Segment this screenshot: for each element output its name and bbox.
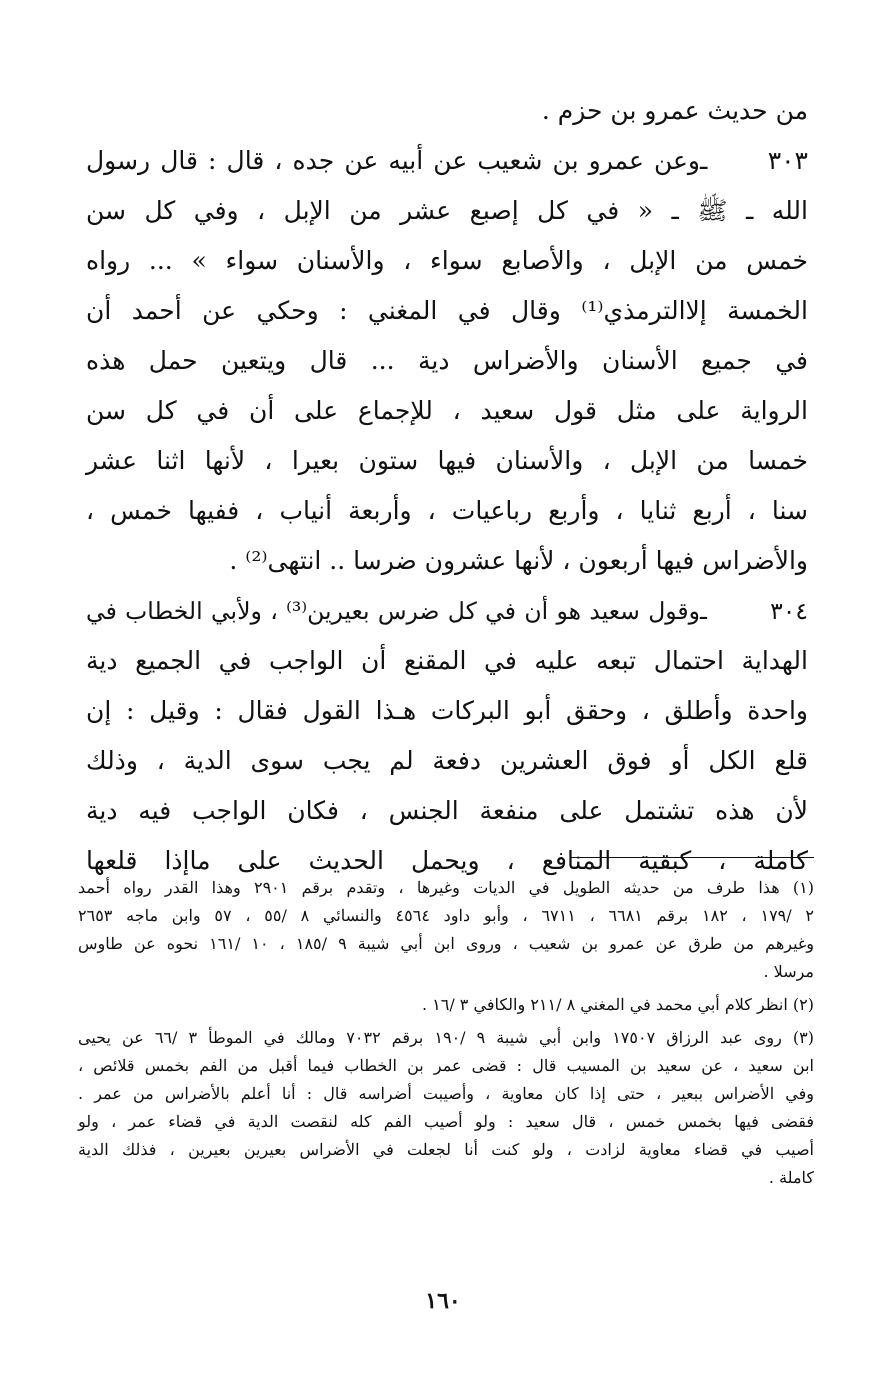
footnote-1-line: وغيرهم من طرق عن عمرو بن شعيب ، وروى ابن أبي شيبة ٩ /١٨٥ ، ١٠ /١٦١ نحوه عن طاوس <box>78 934 815 953</box>
text-line: من حديث عمرو بن حزم . <box>541 96 808 125</box>
text-line: خمس من الإبل ، والأصابع سواء ، والأسنان سواء » ... رواه <box>86 246 808 275</box>
text-line: سنا ، أربع ثنايا ، وأربع رباعيات ، وأربعة أنياب ، ففيها خمس ، <box>86 496 808 525</box>
footnote-3-line: كاملة . <box>768 1168 814 1187</box>
text-line: الهداية احتمال تبعه عليه في المقنع أن الواجب في الجميع دية <box>86 646 808 675</box>
text-line: قلع الكل أو فوق العشرين دفعة لم يجب سوى الدية ، وذلك <box>86 746 808 775</box>
text-line: الخمسة إلاالترمذي⁽¹⁾ وقال في المغني : وحكي عن أحمد أن <box>86 296 808 325</box>
footnote-1-line: ٢ /١٧٩ ، ١٨٢ برقم ٦٦٨١ ، ٦٧١١ ، وأبو داود ٤٥٦٤ والنسائي ٨ /٥٥ ، ٥٧ وابن ماجه ٢٦٥٣ <box>78 906 814 925</box>
footnote-3-line: أصيب في قضاء معاوية لزادت ، ولو كنت أنا لجعلت في الأضراس بعيرين بعيرين ، فذلك الدية <box>78 1140 814 1159</box>
footnote-1-line: مرسلا . <box>763 962 814 981</box>
text-line: لأن هذه تشتمل على منفعة الجنس ، فكان الواجب فيه دية <box>86 796 808 825</box>
text-line: الرواية على مثل قول سعيد ، للإجماع على أن في كل سن <box>86 396 808 425</box>
paragraph-number-304: ٣٠٤ ـ <box>700 597 808 625</box>
footnote-1-line: (١) هذا طرف من حديثه الطويل في الديات وغيرها ، وتقدم برقم ٢٩٠١ وهذا القدر رواه أحمد <box>78 878 815 897</box>
paragraph-304-first-line: ٣٠٤ ـ وقول سعيد هو أن في كل ضرس بعيرين⁽³⁾ ، ولأبي الخطاب في <box>86 586 808 636</box>
text-line: خمسا من الإبل ، والأسنان فيها ستون بعيرا ، لأنها اثنا عشر <box>86 446 808 475</box>
footnote-3-line: وفي الأضراس ببعير ، حتى إذا كان معاوية ، وأصيبت أضراسه قال : أنا أعلم بالأضراس من عمر . <box>78 1084 814 1103</box>
footnote-3-line: فقضى فيها بخمس خمس ، قال سعيد : ولو أصيب الفم كله لنقصت الدية في قضاء عمر ، ولو <box>78 1112 814 1131</box>
text-line: والأضراس فيها أربعون ، لأنها عشرون ضرسا .. انتهى⁽²⁾ . <box>229 546 808 575</box>
footnote-2-line: (٢) انظر كلام أبي محمد في المغني ٨ /٢١١ والكافي ٣ /١٦ . <box>421 995 814 1014</box>
paragraph-number-303: ٣٠٣ ـ <box>700 146 808 175</box>
text-line: الله ـ ﷺ ـ « في كل إصبع عشر من الإبل ، وفي كل سن <box>86 196 808 225</box>
paragraph-303-first-line: ٣٠٣ ـ وعن عمرو بن شعيب عن أبيه عن جده ، قال : قال رسول <box>86 136 808 186</box>
text-line: كاملة ، كبقية المنافع ، ويحمل الحديث على ماإذا قلعها <box>86 846 808 875</box>
text-line: في جميع الأسنان والأضراس دية ... قال ويتعين حمل هذه <box>86 346 808 375</box>
footnote-separator <box>570 857 814 858</box>
page-number: ١٦٠ <box>425 1288 461 1314</box>
text-line: واحدة وأطلق ، وحقق أبو البركات هـذا القول فقال : وقيل : إن <box>86 696 808 725</box>
footnote-3-line: (٣) روى عبد الرزاق ١٧٥٠٧ وابن أبي شيبة ٩ /١٩٠ برقم ٧٠٣٢ ومالك في الموطأ ٣ /٦٦ عن يحيى <box>78 1028 814 1047</box>
footnote-3-line: ابن سعيد ، عن سعيد بن المسيب قال : قضى عمر بن الخطاب فيما أقبل من الفم بخمس قلائص ، <box>78 1056 815 1075</box>
